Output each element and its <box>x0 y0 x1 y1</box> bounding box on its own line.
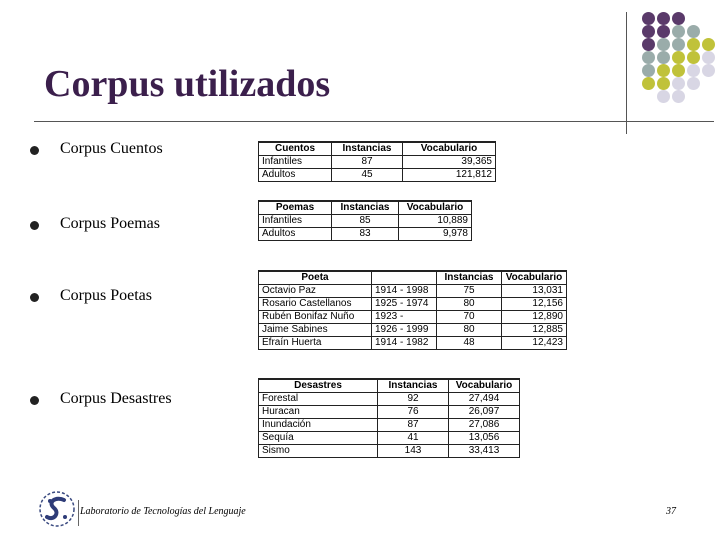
column-header: Vocabulario <box>449 379 520 393</box>
column-header <box>372 271 437 285</box>
bullet-dot <box>30 221 39 230</box>
footer-divider <box>78 500 79 526</box>
dot <box>642 77 655 90</box>
dot <box>642 51 655 64</box>
dot <box>657 25 670 38</box>
table-cell: Inundación <box>259 419 378 432</box>
decorative-dot-grid <box>638 12 716 116</box>
table-cell: Infantiles <box>259 156 332 169</box>
bullet-corpus-poemas: Corpus Poemas <box>60 215 160 232</box>
table-row <box>259 285 567 298</box>
table-cell: 80 <box>437 298 502 311</box>
column-header: Instancias <box>332 201 399 215</box>
lab-logo-icon <box>38 490 76 528</box>
bullet-corpus-desastres: Corpus Desastres <box>60 390 172 407</box>
table-row <box>259 393 520 406</box>
dot <box>672 64 685 77</box>
bullet-dot <box>30 396 39 405</box>
table-cell: 121,812 <box>403 169 496 182</box>
column-header: Instancias <box>332 142 403 156</box>
dot <box>672 90 685 103</box>
table-cell: 12,156 <box>502 298 567 311</box>
table-cell: 92 <box>378 393 449 406</box>
column-header: Instancias <box>378 379 449 393</box>
footer-lab-name: Laboratorio de Tecnologías del Lenguaje <box>80 506 246 517</box>
dot <box>687 51 700 64</box>
table-row <box>259 298 567 311</box>
table-cuentos <box>258 141 496 182</box>
bullet-dot <box>30 146 39 155</box>
bullet-corpus-cuentos: Corpus Cuentos <box>60 140 163 157</box>
table-cell: 70 <box>437 311 502 324</box>
table-cell: Adultos <box>259 228 332 241</box>
dot <box>642 64 655 77</box>
column-header: Cuentos <box>259 142 332 156</box>
table-cell: Sequía <box>259 432 378 445</box>
table-cell: 1914 - 1982 <box>372 337 437 350</box>
dot <box>657 77 670 90</box>
dot <box>687 38 700 51</box>
column-header: Instancias <box>437 271 502 285</box>
table-row <box>259 445 520 458</box>
table-row <box>259 215 472 228</box>
column-header: Desastres <box>259 379 378 393</box>
column-header: Vocabulario <box>502 271 567 285</box>
table-cell: 87 <box>378 419 449 432</box>
table-cell: Infantiles <box>259 215 332 228</box>
dot <box>672 77 685 90</box>
table-cell: Jaime Sabines <box>259 324 372 337</box>
table-cell: 1914 - 1998 <box>372 285 437 298</box>
dot <box>702 38 715 51</box>
table-desastres <box>258 378 520 458</box>
table-cell: 1923 - <box>372 311 437 324</box>
table-row <box>259 324 567 337</box>
table-header-row <box>259 379 520 393</box>
table-poemas <box>258 200 472 241</box>
bullet-dot <box>30 293 39 302</box>
dot <box>672 12 685 25</box>
column-header: Poemas <box>259 201 332 215</box>
table-row <box>259 432 520 445</box>
table-row <box>259 337 567 350</box>
table-row <box>259 419 520 432</box>
dot <box>657 38 670 51</box>
title-divider <box>34 121 714 122</box>
dot <box>657 64 670 77</box>
slide-title: Corpus utilizados <box>44 63 331 105</box>
table-cell: Huracan <box>259 406 378 419</box>
table-cell: 26,097 <box>449 406 520 419</box>
dot <box>657 90 670 103</box>
table-header-row <box>259 201 472 215</box>
dot <box>642 12 655 25</box>
table-cell: 48 <box>437 337 502 350</box>
dot <box>687 25 700 38</box>
table-row <box>259 228 472 241</box>
table-cell: 87 <box>332 156 403 169</box>
column-header: Vocabulario <box>403 142 496 156</box>
table-cell: 12,890 <box>502 311 567 324</box>
table-header-row <box>259 142 496 156</box>
table-cell: 85 <box>332 215 399 228</box>
dot <box>672 25 685 38</box>
table-cell: 12,423 <box>502 337 567 350</box>
table-cell: 33,413 <box>449 445 520 458</box>
dot <box>687 77 700 90</box>
table-cell: 41 <box>378 432 449 445</box>
dot <box>642 38 655 51</box>
dot <box>702 64 715 77</box>
table-row <box>259 406 520 419</box>
table-cell: 45 <box>332 169 403 182</box>
table-cell: 143 <box>378 445 449 458</box>
table-row <box>259 169 496 182</box>
table-cell: 1925 - 1974 <box>372 298 437 311</box>
vertical-divider <box>626 12 627 134</box>
page-number: 37 <box>666 506 676 517</box>
dot <box>657 12 670 25</box>
table-row <box>259 311 567 324</box>
table-row <box>259 156 496 169</box>
table-cell: Adultos <box>259 169 332 182</box>
dot <box>672 51 685 64</box>
table-poetas <box>258 270 567 350</box>
table-cell: 12,885 <box>502 324 567 337</box>
table-cell: Forestal <box>259 393 378 406</box>
table-cell: 13,056 <box>449 432 520 445</box>
table-cell: 27,494 <box>449 393 520 406</box>
table-cell: 80 <box>437 324 502 337</box>
table-cell: 75 <box>437 285 502 298</box>
table-cell: Sismo <box>259 445 378 458</box>
dot <box>702 51 715 64</box>
table-cell: Octavio Paz <box>259 285 372 298</box>
table-cell: 27,086 <box>449 419 520 432</box>
table-cell: 13,031 <box>502 285 567 298</box>
dot <box>657 51 670 64</box>
table-cell: Efraín Huerta <box>259 337 372 350</box>
table-cell: 1926 - 1999 <box>372 324 437 337</box>
table-cell: 83 <box>332 228 399 241</box>
dot <box>642 25 655 38</box>
table-cell: 10,889 <box>399 215 472 228</box>
column-header: Vocabulario <box>399 201 472 215</box>
dot <box>687 64 700 77</box>
table-header-row <box>259 271 567 285</box>
table-cell: 9,978 <box>399 228 472 241</box>
table-cell: Rosario Castellanos <box>259 298 372 311</box>
bullet-corpus-poetas: Corpus Poetas <box>60 287 152 304</box>
column-header: Poeta <box>259 271 372 285</box>
table-cell: 39,365 <box>403 156 496 169</box>
dot <box>672 38 685 51</box>
table-cell: 76 <box>378 406 449 419</box>
table-cell: Rubén Bonifaz Nuño <box>259 311 372 324</box>
